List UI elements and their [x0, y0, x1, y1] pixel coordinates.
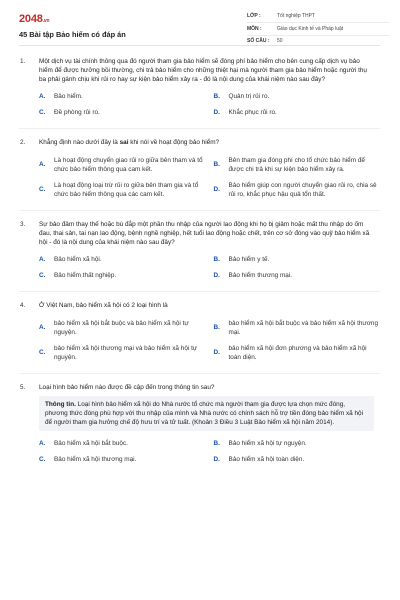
info-label: Thông tin.: [45, 400, 76, 408]
option-a[interactable]: [39, 439, 206, 448]
option-b[interactable]: [214, 156, 381, 174]
option-b[interactable]: [214, 255, 381, 264]
option-letter: D.: [213, 349, 220, 357]
answer-options: [39, 156, 380, 199]
answer-options: [39, 255, 380, 280]
info-text: Loại hình bảo hiểm xã hội do Nhà nước tổ chức mà người tham gia được lựa chọn mức đóng, phương thức đóng phù hợp với thu nhập của mình và Nhà nước có chính sách hỗ trợ tiền đóng bảo hiểm xã hội để người tham gia hưởng chế độ hưu trí và tử tuất. (Khoản 3 Điều 3 Luật Bảo hiểm xã hội năm 2014).: [45, 400, 364, 427]
meta-value: 50: [277, 38, 283, 45]
option-text: Bảo hiểm giúp con người chuyển giao rủi ro, chia sẻ rủi ro, khắc phục hậu quả tổn thất.: [228, 181, 377, 198]
option-letter: C.: [39, 272, 46, 280]
option-c[interactable]: [39, 344, 206, 362]
option-letter: A.: [39, 440, 46, 448]
question-5: [19, 373, 380, 465]
logo-suffix: .vn: [42, 18, 50, 24]
question-4: [19, 291, 380, 361]
option-b[interactable]: [214, 92, 381, 101]
answer-options: [39, 439, 380, 464]
option-text: Là hoạt động chuyển giao rủi ro giữa bên tham và tổ chức bảo hiểm thông qua cam kết.: [54, 156, 203, 173]
option-letter: C.: [39, 349, 46, 357]
question-text-part: khi nói về hoạt động bảo hiểm?: [128, 139, 220, 147]
option-text: Bảo hiểm xã hội thương mại.: [54, 456, 137, 464]
question-number: 1.: [20, 58, 26, 65]
option-text: Bảo hiểm xã hội tự nguyện.: [228, 440, 307, 448]
option-b[interactable]: [214, 319, 381, 337]
question-1: [19, 57, 380, 117]
option-c[interactable]: [39, 271, 206, 280]
option-text: bảo hiểm xã hội bắt buộc và bảo hiểm xã hội thương mại.: [228, 319, 379, 336]
question-text: Một dịch vụ tài chính thông qua đó người tham gia bảo hiểm sẽ đóng phí bảo hiểm cho bên cung cấp dịch vụ bảo hiểm để được hưởng bồi thường, chi trả bảo hiểm cho những thiệt hại mà người tham gia bảo hiểm hoặc người thụ ba phải gánh chịu khi rủi ro hay sự kiện bảo hiểm xảy ra - đó là nội dung của khái niệm nào sau đây?: [39, 58, 367, 84]
answer-options: [39, 92, 380, 117]
meta-row-class: [247, 11, 390, 23]
option-c[interactable]: [39, 455, 206, 464]
option-letter: B.: [213, 93, 220, 101]
option-text: Bảo hiểm xã hội toàn diện.: [228, 456, 305, 464]
option-letter: B.: [213, 324, 220, 332]
option-text: Khắc phục rủi ro.: [228, 109, 277, 117]
question-3: [19, 210, 380, 280]
page-title: 45 Bài tập Bảo hiểm có đáp án: [19, 30, 126, 39]
meta-info: [247, 11, 390, 48]
option-letter: D.: [213, 186, 220, 194]
option-letter: D.: [213, 272, 220, 280]
option-text: Bảo hiểm y tế.: [228, 256, 270, 264]
option-text: bảo hiểm xã hội đơn phương và bảo hiểm xã hội toàn diện.: [228, 344, 367, 361]
option-letter: B.: [213, 256, 220, 264]
option-c[interactable]: [39, 108, 206, 117]
option-text: Bảo hiểm.: [54, 93, 83, 101]
option-text: Bảo hiểm thương mại.: [228, 272, 293, 280]
option-text: bảo hiểm xã hội thương mại và bảo hiểm xã hội tự nguyện.: [54, 344, 198, 361]
option-a[interactable]: [39, 156, 206, 174]
option-letter: B.: [213, 161, 220, 169]
question-text: Ở Việt Nam, bảo hiểm xã hội có 2 loại hình là: [39, 302, 168, 310]
option-b[interactable]: [214, 439, 381, 448]
option-text: Đề phòng rủi ro.: [54, 109, 100, 117]
meta-row-count: [247, 36, 390, 48]
question-number: 2.: [20, 139, 26, 147]
option-letter: C.: [39, 186, 46, 194]
page-header: [19, 0, 380, 46]
option-text: bảo hiểm xã hội bắt buộc và bảo hiểm xã hội tự nguyện.: [54, 319, 189, 336]
option-d[interactable]: [214, 108, 381, 117]
question-list: [19, 46, 380, 464]
option-letter: A.: [39, 93, 46, 101]
option-d[interactable]: [214, 271, 381, 280]
option-d[interactable]: [214, 344, 381, 362]
option-letter: A.: [39, 256, 46, 264]
option-text: Là hoạt động loại trừ rủi ro giữa bên tham gia và tổ chức bảo hiểm thông qua các cam kết.: [54, 181, 199, 198]
option-c[interactable]: [39, 181, 206, 199]
option-a[interactable]: [39, 92, 206, 101]
option-letter: D.: [213, 456, 220, 464]
meta-label: MÔN :: [247, 25, 262, 32]
question-number: 3.: [20, 220, 26, 228]
option-text: Bảo hiểm xã hội bắt buộc.: [54, 440, 128, 448]
meta-value: Tốt nghiệp THPT: [277, 13, 315, 20]
question-number: 4.: [20, 302, 26, 310]
meta-label: LỚP :: [247, 13, 261, 20]
option-text: Bảo hiểm thất nghiệp.: [54, 272, 117, 280]
option-letter: C.: [39, 109, 46, 117]
question-text: [39, 138, 380, 147]
option-text: Bảo hiểm xã hội.: [54, 256, 102, 264]
site-logo[interactable]: [19, 12, 49, 28]
option-a[interactable]: [39, 255, 206, 264]
meta-value: Giáo dục Kinh tế và Pháp luật: [277, 25, 344, 32]
option-text: Quản trị rủi ro.: [228, 93, 270, 101]
question-text: Loại hình bảo hiểm nào được đề cập đến trong thông tin sau?: [39, 383, 215, 391]
option-letter: D.: [213, 109, 220, 117]
option-a[interactable]: [39, 319, 206, 337]
question-2: [19, 128, 380, 198]
question-text: Sự bảo đảm thay thế hoặc bù đắp một phần thu nhập của người lao động khi họ bị giảm hoặc mất thu nhập do ốm đau, thai sản, tai nạn lao động, bệnh nghề nghiệp, hết tuổi lao động hoặc chết, trên cơ sở đóng vào quỹ bảo hiểm xã hội - đó là nội dung của khái niệm nào sau đây?: [39, 220, 370, 247]
option-letter: C.: [39, 456, 46, 464]
info-box: [39, 396, 374, 431]
meta-row-subject: [247, 23, 390, 35]
question-number: 5.: [20, 383, 26, 391]
meta-label: SỐ CÂU :: [247, 38, 270, 45]
option-letter: A.: [39, 324, 46, 332]
option-text: Bên tham gia đóng phí cho tổ chức bảo hiểm để được chi trả khi sự kiện bảo hiểm xảy ra.: [228, 156, 365, 173]
answer-options: [39, 319, 380, 362]
question-text-part: Khẳng định nào dưới đây là: [39, 139, 120, 147]
question-emphasis: sai: [119, 139, 129, 147]
option-letter: A.: [39, 161, 46, 169]
option-d[interactable]: [214, 181, 381, 199]
option-d[interactable]: [214, 455, 381, 464]
logo-text: 2048: [19, 13, 43, 25]
option-letter: B.: [213, 440, 220, 448]
